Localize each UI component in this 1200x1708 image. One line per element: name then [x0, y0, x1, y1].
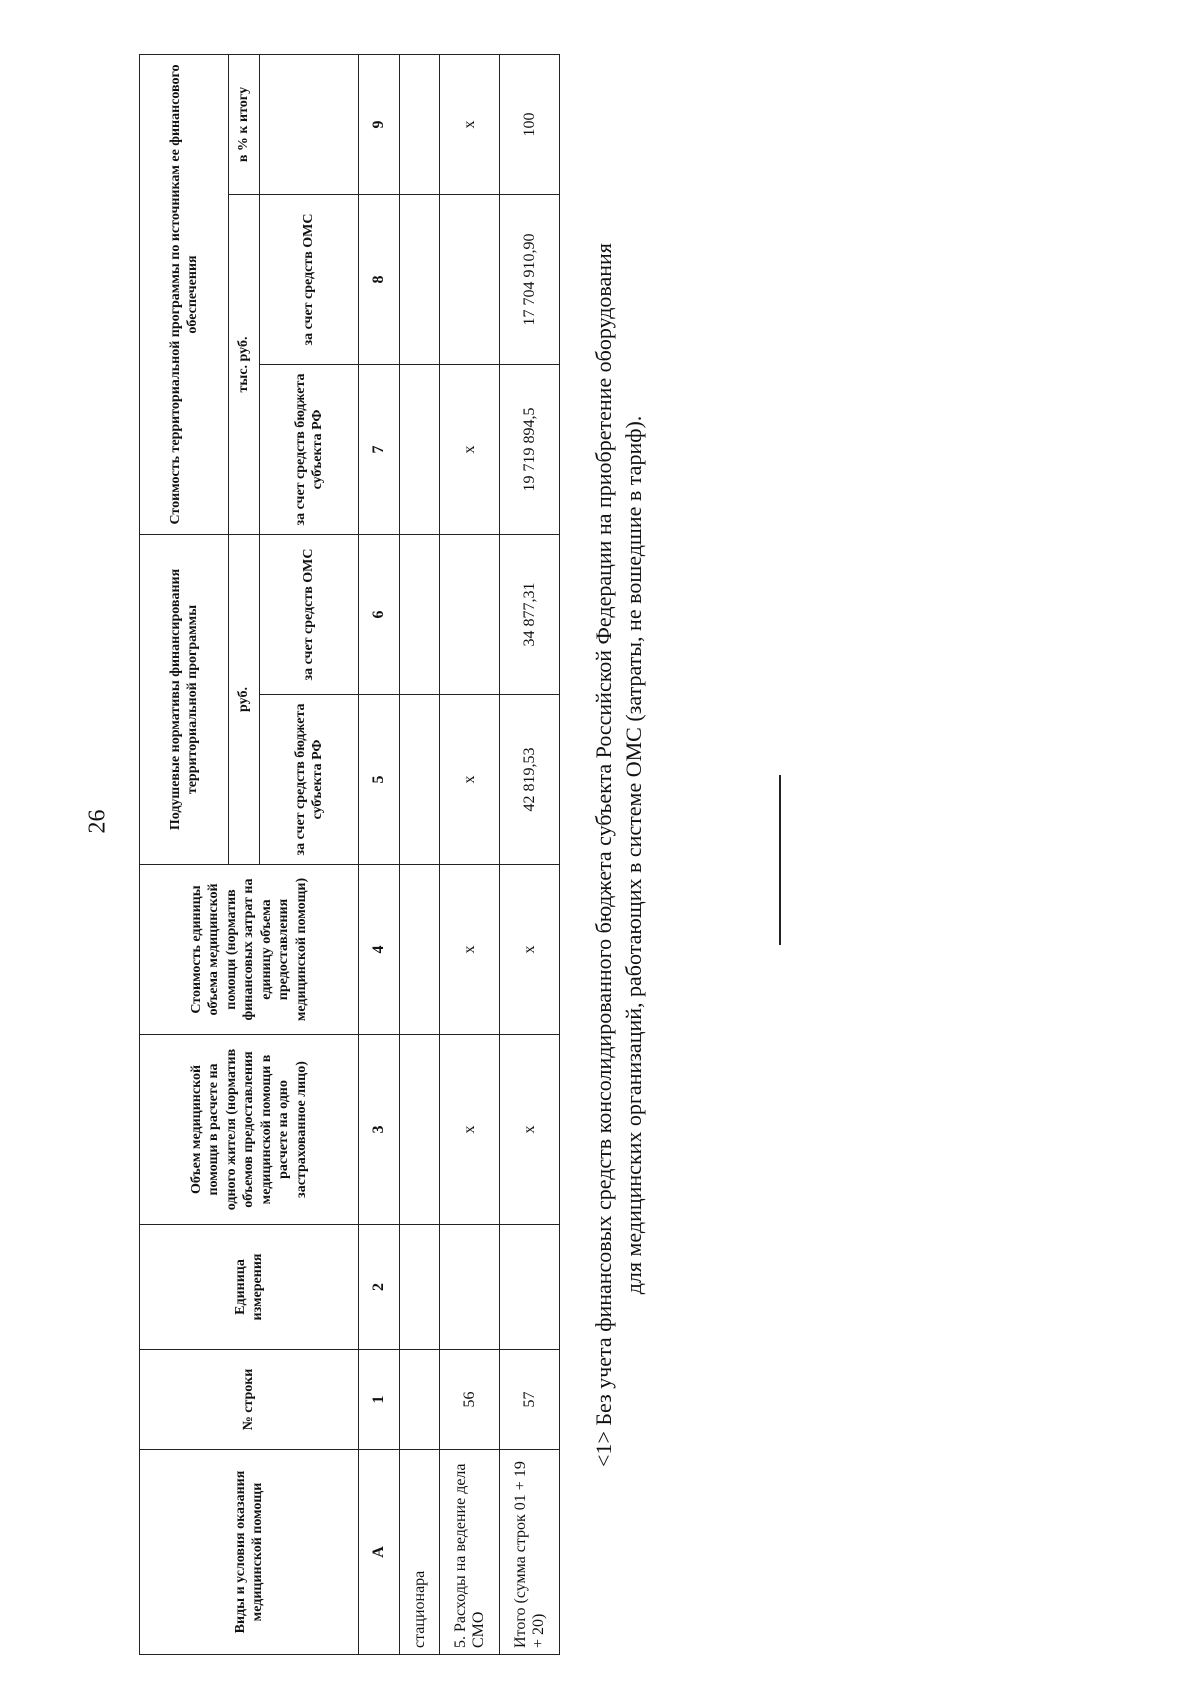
footnote-line-1: <1> Без учета финансовых средств консолидированного бюджета субъекта Российской Федерации на приобретение оборудования [591, 243, 616, 1467]
header-empty-9 [260, 54, 359, 194]
cell-type-of-care: стационара [400, 1450, 440, 1655]
cell-oms-cost: 17 704 910,90 [500, 195, 560, 365]
cell-oms-per-capita [440, 535, 500, 695]
financing-table [139, 54, 560, 1655]
footnote-separator [779, 775, 781, 945]
column-number: 8 [359, 195, 400, 365]
page-number: 26 [84, 809, 111, 834]
cell-volume [400, 1035, 440, 1225]
column-number: 1 [359, 1350, 400, 1450]
cell-type-of-care: Итого (сумма строк 01 + 19 + 20) [500, 1450, 560, 1655]
header-unit: Единица измерения [140, 1225, 359, 1350]
cell-budget-per-capita [400, 695, 440, 865]
header-row-number: № строки [140, 1350, 359, 1450]
cell-row-number [400, 1350, 440, 1450]
header-percent-total: в % к итогу [229, 54, 260, 194]
cell-unit [400, 1225, 440, 1350]
cell-percent: 100 [500, 54, 560, 194]
column-number-row [359, 54, 400, 1654]
header-unit-cost: Стоимость единицы объема медицинской помощи (норматив финансовых затрат на единицу объема предоставления медицинской помощи) [140, 865, 359, 1035]
footnote [589, 55, 648, 1655]
cell-budget-per-capita: х [440, 695, 500, 865]
cell-budget-cost: х [440, 365, 500, 535]
rotated-page-content [139, 55, 1179, 1655]
cell-oms-cost [440, 195, 500, 365]
footnote-line-2: для медицинских организаций, работающих в системе ОМС (затраты, не вошедшие в тариф). [620, 415, 646, 1295]
cell-type-of-care: 5. Расходы на ведение дела СМО [440, 1450, 500, 1655]
header-per-capita-group: Подушевые нормативы финансирования территориальной программы [140, 535, 229, 865]
cell-budget-cost: 19 719 894,5 [500, 365, 560, 535]
cell-oms-per-capita [400, 535, 440, 695]
cell-volume: х [500, 1035, 560, 1225]
cell-oms-per-capita: 34 877,31 [500, 535, 560, 695]
column-number: А [359, 1450, 400, 1655]
header-thousand-rub: тыс. руб. [229, 195, 260, 535]
cell-unit [500, 1225, 560, 1350]
header-program-cost-group: Стоимость территориальной программы по источникам ее финансового обеспечения [140, 54, 229, 534]
cell-budget-per-capita: 42 819,53 [500, 695, 560, 865]
header-type-of-care: Виды и условия оказания медицинской помощи [140, 1450, 359, 1655]
column-number: 5 [359, 695, 400, 865]
table-row [500, 54, 560, 1654]
header-volume: Объем медицинской помощи в расчете на одного жителя (норматив объемов предоставления медицинской помощи в расчете на одно застрахованное лицо) [140, 1035, 359, 1225]
column-number: 4 [359, 865, 400, 1035]
table-row [400, 54, 440, 1654]
column-number: 3 [359, 1035, 400, 1225]
header-budget-funds-5: за счет средств бюджета субъекта РФ [260, 695, 359, 865]
cell-unit-cost: х [500, 865, 560, 1035]
cell-unit-cost: х [440, 865, 500, 1035]
column-number: 7 [359, 365, 400, 535]
cell-budget-cost [400, 365, 440, 535]
cell-volume: х [440, 1035, 500, 1225]
cell-unit-cost [400, 865, 440, 1035]
header-oms-funds-8: за счет средств ОМС [260, 195, 359, 365]
column-number: 2 [359, 1225, 400, 1350]
cell-percent: х [440, 54, 500, 194]
cell-row-number: 56 [440, 1350, 500, 1450]
cell-oms-cost [400, 195, 440, 365]
cell-row-number: 57 [500, 1350, 560, 1450]
header-budget-funds-7: за счет средств бюджета субъекта РФ [260, 365, 359, 535]
header-rub: руб. [229, 535, 260, 865]
cell-unit [440, 1225, 500, 1350]
column-number: 9 [359, 54, 400, 194]
table-row [440, 54, 500, 1654]
header-oms-funds-6: за счет средств ОМС [260, 535, 359, 695]
cell-percent [400, 54, 440, 194]
column-number: 6 [359, 535, 400, 695]
